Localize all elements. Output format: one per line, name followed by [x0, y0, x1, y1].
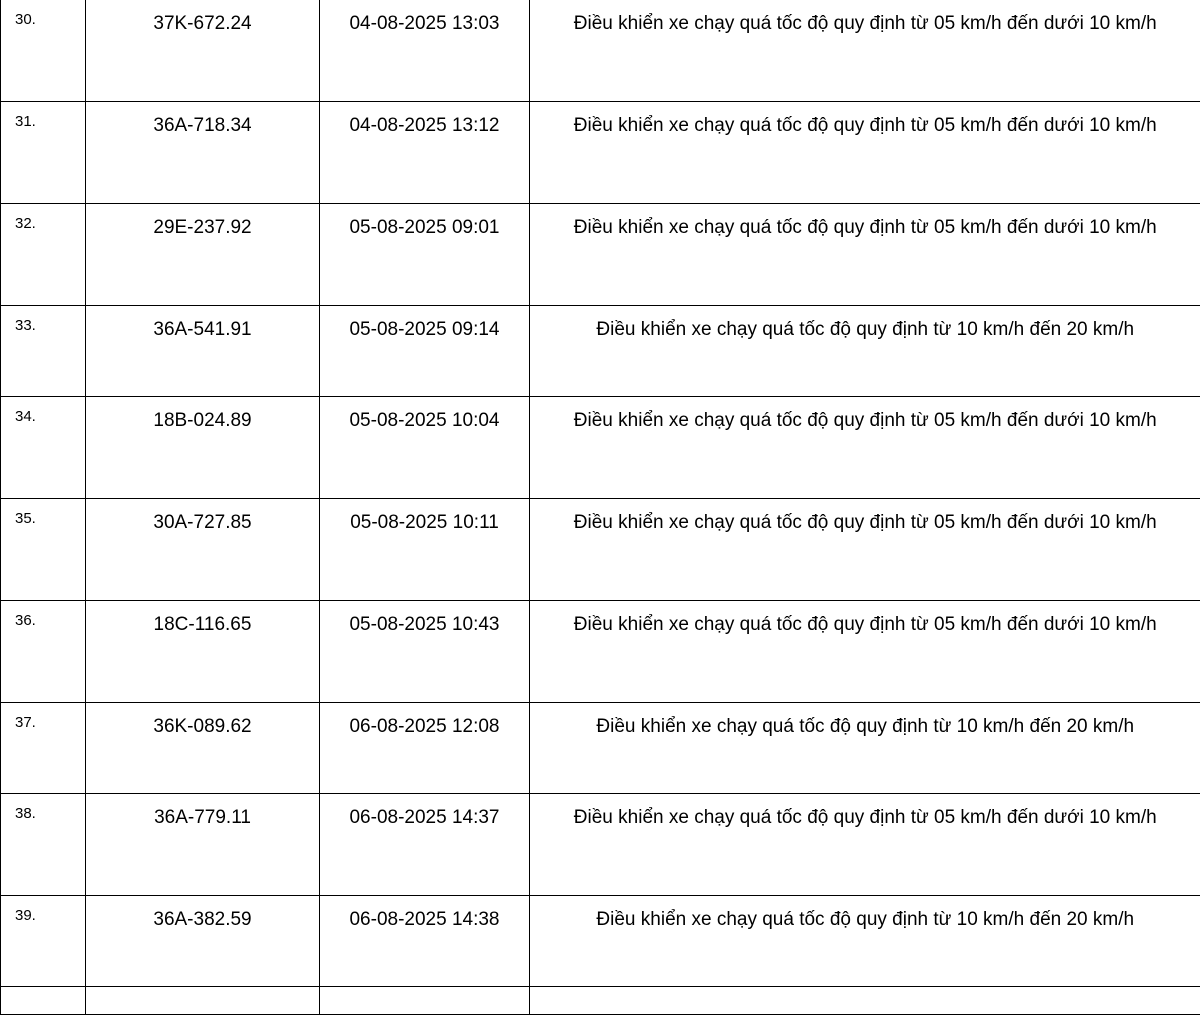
row-number: 37. [1, 703, 86, 794]
empty-cell [1, 987, 86, 1015]
row-number: 31. [1, 102, 86, 204]
violation-time: 04-08-2025 13:12 [320, 102, 530, 204]
violation-description: Điều khiển xe chạy quá tốc độ quy định từ 05 km/h đến dưới 10 km/h [530, 204, 1200, 306]
license-plate: 36A-382.59 [86, 896, 320, 987]
violation-time: 04-08-2025 13:03 [320, 0, 530, 102]
violation-time: 05-08-2025 09:01 [320, 204, 530, 306]
empty-cell [530, 987, 1200, 1015]
license-plate: 36K-089.62 [86, 703, 320, 794]
row-number: 32. [1, 204, 86, 306]
row-number: 36. [1, 601, 86, 703]
row-number: 38. [1, 794, 86, 896]
row-number: 30. [1, 0, 86, 102]
violation-description: Điều khiển xe chạy quá tốc độ quy định từ 10 km/h đến 20 km/h [530, 896, 1200, 987]
row-number: 39. [1, 896, 86, 987]
violation-description: Điều khiển xe chạy quá tốc độ quy định từ 10 km/h đến 20 km/h [530, 703, 1200, 794]
table-row [1, 102, 1200, 204]
row-number: 35. [1, 499, 86, 601]
table-row [1, 896, 1200, 987]
violation-time: 06-08-2025 12:08 [320, 703, 530, 794]
violation-time: 05-08-2025 10:43 [320, 601, 530, 703]
violation-description: Điều khiển xe chạy quá tốc độ quy định từ 05 km/h đến dưới 10 km/h [530, 499, 1200, 601]
license-plate: 29E-237.92 [86, 204, 320, 306]
violation-time: 06-08-2025 14:38 [320, 896, 530, 987]
violation-description: Điều khiển xe chạy quá tốc độ quy định từ 05 km/h đến dưới 10 km/h [530, 397, 1200, 499]
license-plate: 36A-541.91 [86, 306, 320, 397]
empty-cell [86, 987, 320, 1015]
violation-description: Điều khiển xe chạy quá tốc độ quy định từ 10 km/h đến 20 km/h [530, 306, 1200, 397]
violation-time: 06-08-2025 14:37 [320, 794, 530, 896]
table-row-partial [1, 987, 1200, 1015]
violation-time: 05-08-2025 10:11 [320, 499, 530, 601]
violations-table-body [1, 0, 1200, 1015]
table-row [1, 306, 1200, 397]
empty-cell [320, 987, 530, 1015]
license-plate: 18C-116.65 [86, 601, 320, 703]
table-row [1, 397, 1200, 499]
row-number: 33. [1, 306, 86, 397]
table-row [1, 0, 1200, 102]
license-plate: 37K-672.24 [86, 0, 320, 102]
table-row [1, 204, 1200, 306]
violation-description: Điều khiển xe chạy quá tốc độ quy định từ 05 km/h đến dưới 10 km/h [530, 102, 1200, 204]
license-plate: 30A-727.85 [86, 499, 320, 601]
license-plate: 18B-024.89 [86, 397, 320, 499]
violation-description: Điều khiển xe chạy quá tốc độ quy định từ 05 km/h đến dưới 10 km/h [530, 601, 1200, 703]
table-row [1, 499, 1200, 601]
table-row [1, 703, 1200, 794]
table-row [1, 794, 1200, 896]
violation-description: Điều khiển xe chạy quá tốc độ quy định từ 05 km/h đến dưới 10 km/h [530, 794, 1200, 896]
violation-time: 05-08-2025 09:14 [320, 306, 530, 397]
row-number: 34. [1, 397, 86, 499]
license-plate: 36A-718.34 [86, 102, 320, 204]
violation-time: 05-08-2025 10:04 [320, 397, 530, 499]
license-plate: 36A-779.11 [86, 794, 320, 896]
violation-description: Điều khiển xe chạy quá tốc độ quy định từ 05 km/h đến dưới 10 km/h [530, 0, 1200, 102]
table-row [1, 601, 1200, 703]
